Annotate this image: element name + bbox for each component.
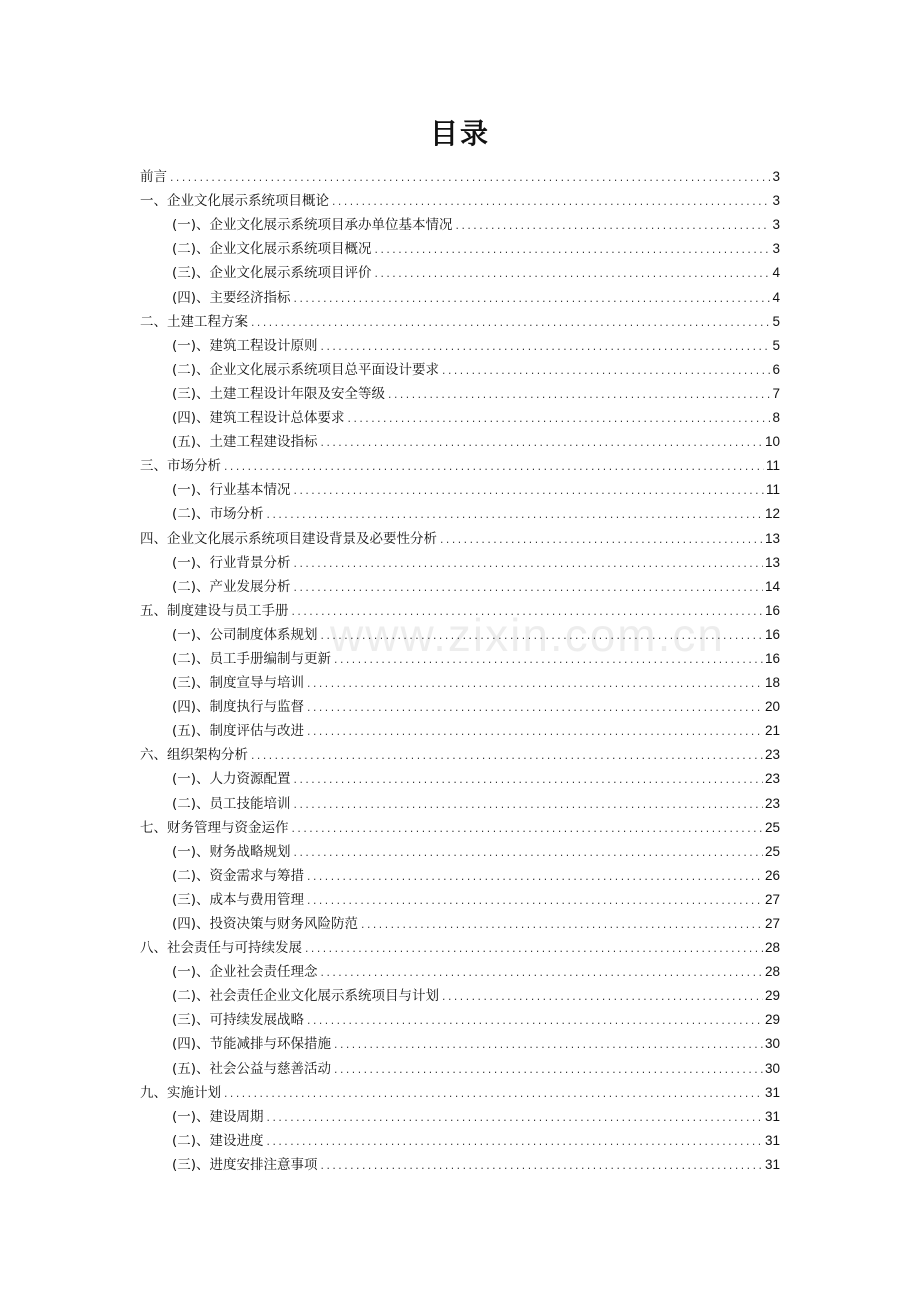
toc-page-number: 28: [764, 940, 780, 956]
toc-section-entry[interactable]: [140, 668, 780, 692]
toc-dot-leader: [250, 317, 770, 331]
toc-section-entry[interactable]: [140, 331, 780, 355]
toc-page-number: 18: [764, 675, 780, 691]
toc-chapter-entry[interactable]: [140, 596, 780, 620]
toc-dot-leader: [293, 558, 763, 572]
toc-dot-leader: [293, 582, 763, 596]
toc-entry-label: (二)、员工手册编制与更新: [172, 650, 332, 667]
toc-section-entry[interactable]: [140, 620, 780, 644]
toc-page-number: 31: [764, 1108, 780, 1124]
toc-page-number: 28: [764, 964, 780, 980]
toc-entry-label: (五)、土建工程建设指标: [172, 434, 318, 451]
watermark: www.zixin.com.cn: [330, 609, 725, 661]
toc-dot-leader: [291, 823, 763, 837]
toc-section-entry[interactable]: [140, 1005, 780, 1029]
toc-section-entry[interactable]: [140, 1126, 780, 1150]
toc-chapter-entry[interactable]: [140, 307, 780, 331]
toc-page-number: 29: [764, 1012, 780, 1028]
toc-dot-leader: [304, 943, 763, 957]
toc-section-entry[interactable]: [140, 403, 780, 427]
toc-page-number: 3: [772, 169, 780, 185]
toc-dot-leader: [223, 461, 764, 475]
toc-page-number: 3: [772, 241, 780, 257]
toc-entry-label: (四)、投资决策与财务风险防范: [172, 916, 359, 932]
toc-page-number: 27: [764, 891, 780, 907]
toc-section-entry[interactable]: [140, 548, 780, 572]
toc-entry-label: 五、制度建设与员工手册: [140, 602, 289, 619]
toc-page-number: 25: [764, 843, 780, 859]
toc-page-number: 26: [764, 867, 780, 883]
toc-entry-label: (二)、资金需求与筹措: [172, 867, 305, 884]
toc-page-number: 3: [772, 217, 780, 233]
toc-section-entry[interactable]: [140, 1150, 780, 1174]
toc-section-entry[interactable]: [140, 957, 780, 981]
toc-page-number: 5: [772, 337, 780, 353]
toc-section-entry[interactable]: [140, 1102, 780, 1126]
toc-page-number: 30: [764, 1060, 780, 1076]
toc-page-number: 23: [764, 771, 780, 787]
toc-entry-label: (一)、企业文化展示系统项目承办单位基本情况: [172, 217, 453, 234]
toc-page-number: 6: [772, 361, 780, 377]
toc-dot-leader: [455, 220, 771, 234]
toc-entry-label: (三)、进度安排注意事项: [172, 1156, 318, 1173]
toc-dot-leader: [306, 726, 763, 740]
toc-entry-label: (五)、制度评估与改进: [172, 723, 305, 740]
toc-chapter-entry[interactable]: [140, 162, 780, 186]
toc-dot-leader: [306, 871, 763, 885]
toc-page-number: 30: [764, 1036, 780, 1052]
toc-dot-leader: [266, 1112, 763, 1126]
toc-dot-leader: [331, 196, 770, 210]
toc-dot-leader: [293, 485, 764, 499]
toc-page-number: 14: [764, 578, 780, 594]
toc-entry-label: 前言: [140, 169, 167, 186]
toc-entry-label: 六、组织架构分析: [140, 747, 248, 764]
toc-section-entry[interactable]: [140, 282, 780, 306]
toc-section-entry[interactable]: [140, 475, 780, 499]
toc-entry-label: (一)、行业背景分析: [172, 554, 291, 571]
toc-entry-label: (一)、人力资源配置: [172, 771, 291, 788]
toc-entry-label: (一)、建设周期: [172, 1108, 264, 1125]
toc-page-number: 11: [765, 482, 780, 498]
toc-section-entry[interactable]: [140, 572, 780, 596]
toc-section-entry[interactable]: [140, 885, 780, 909]
toc-entry-label: 三、市场分析: [140, 458, 221, 475]
toc-page-number: 31: [764, 1156, 780, 1172]
toc-entry-label: (三)、制度宣导与培训: [172, 675, 305, 692]
toc-section-entry[interactable]: [140, 427, 780, 451]
toc-dot-leader: [291, 606, 763, 620]
toc-entry-label: (三)、成本与费用管理: [172, 891, 305, 908]
toc-dot-leader: [333, 654, 763, 668]
toc-dot-leader: [250, 750, 763, 764]
toc-chapter-entry[interactable]: [140, 451, 780, 475]
toc-section-entry[interactable]: [140, 1053, 780, 1077]
toc-entry-label: (一)、财务战略规划: [172, 843, 291, 860]
toc-dot-leader: [266, 509, 763, 523]
toc-entry-label: (二)、社会责任企业文化展示系统项目与计划: [172, 988, 440, 1005]
toc-chapter-entry[interactable]: [140, 186, 780, 210]
toc-page-number: 11: [765, 458, 780, 474]
toc-section-entry[interactable]: [140, 716, 780, 740]
toc-dot-leader: [439, 534, 763, 548]
toc-entry-label: 九、实施计划: [140, 1084, 221, 1101]
toc-entry-label: (一)、公司制度体系规划: [172, 626, 318, 643]
toc-entry-label: (二)、产业发展分析: [172, 578, 291, 595]
toc-section-entry[interactable]: [140, 499, 780, 523]
toc-dot-leader: [360, 919, 763, 933]
toc-entry-label: 一、企业文化展示系统项目概论: [140, 193, 329, 210]
toc-page-number: 4: [772, 265, 780, 281]
toc-section-entry[interactable]: [140, 909, 780, 933]
toc-dot-leader: [320, 967, 763, 981]
toc-dot-leader: [320, 341, 771, 355]
toc-chapter-entry[interactable]: [140, 740, 780, 764]
toc-dot-leader: [306, 895, 763, 909]
toc-chapter-entry[interactable]: [140, 813, 780, 837]
toc-entry-label: (四)、主要经济指标: [172, 289, 291, 306]
toc-entry-label: (二)、企业文化展示系统项目总平面设计要求: [172, 361, 440, 378]
toc-dot-leader: [320, 630, 763, 644]
toc-page-number: 27: [764, 916, 780, 931]
toc-entry-label: (二)、建设进度: [172, 1132, 264, 1149]
toc-dot-leader: [266, 1136, 763, 1150]
toc-dot-leader: [387, 389, 770, 403]
toc-dot-leader: [293, 799, 763, 813]
toc-dot-leader: [306, 702, 763, 716]
toc-section-entry[interactable]: [140, 1029, 780, 1053]
toc-dot-leader: [347, 413, 771, 427]
toc-page-number: 25: [764, 819, 780, 835]
table-of-contents: [140, 162, 780, 1174]
toc-section-entry[interactable]: [140, 210, 780, 234]
toc-dot-leader: [333, 1064, 763, 1078]
toc-page-number: 16: [764, 626, 780, 642]
toc-section-entry[interactable]: [140, 379, 780, 403]
toc-section-entry[interactable]: [140, 981, 780, 1005]
toc-chapter-entry[interactable]: [140, 933, 780, 957]
toc-page-number: 4: [772, 289, 780, 305]
toc-section-entry[interactable]: [140, 861, 780, 885]
toc-page-number: 23: [764, 795, 780, 811]
toc-dot-leader: [441, 365, 770, 379]
toc-dot-leader: [293, 293, 771, 307]
toc-entry-label: (二)、企业文化展示系统项目概况: [172, 241, 372, 258]
toc-page-number: 3: [772, 193, 780, 209]
toc-page-number: 16: [764, 602, 780, 618]
toc-page-number: 29: [764, 988, 780, 1004]
toc-entry-label: 二、土建工程方案: [140, 313, 248, 330]
toc-entry-label: 七、财务管理与资金运作: [140, 819, 289, 836]
toc-entry-label: 八、社会责任与可持续发展: [140, 940, 302, 957]
toc-page-number: 23: [764, 747, 780, 763]
toc-section-entry[interactable]: [140, 764, 780, 788]
toc-section-entry[interactable]: [140, 788, 780, 812]
toc-dot-leader: [441, 991, 763, 1005]
toc-dot-leader: [320, 1160, 763, 1174]
toc-entry-label: (二)、市场分析: [172, 506, 264, 523]
toc-entry-label: 四、企业文化展示系统项目建设背景及必要性分析: [140, 530, 437, 547]
toc-entry-label: (二)、员工技能培训: [172, 795, 291, 812]
toc-chapter-entry[interactable]: [140, 1078, 780, 1102]
toc-dot-leader: [306, 1015, 763, 1029]
toc-section-entry[interactable]: [140, 644, 780, 668]
toc-page-number: 16: [764, 650, 780, 666]
toc-dot-leader: [374, 244, 771, 258]
toc-entry-label: (三)、土建工程设计年限及安全等级: [172, 385, 386, 402]
toc-dot-leader: [223, 1088, 763, 1102]
toc-page-number: 21: [764, 723, 780, 739]
toc-entry-label: (四)、节能减排与环保措施: [172, 1036, 332, 1053]
toc-entry-label: (四)、建筑工程设计总体要求: [172, 410, 345, 427]
toc-entry-label: (一)、行业基本情况: [172, 482, 291, 499]
toc-dot-leader: [333, 1039, 763, 1053]
toc-section-entry[interactable]: [140, 355, 780, 379]
toc-entry-label: (一)、建筑工程设计原则: [172, 337, 318, 354]
toc-page-number: 10: [764, 434, 780, 450]
toc-entry-label: (三)、可持续发展战略: [172, 1012, 305, 1029]
toc-page-number: 20: [764, 699, 780, 715]
toc-dot-leader: [293, 847, 763, 861]
toc-dot-leader: [169, 172, 770, 186]
toc-entry-label: (四)、制度执行与监督: [172, 699, 305, 716]
page-title: 目录: [429, 117, 490, 150]
toc-entry-label: (五)、社会公益与慈善活动: [172, 1060, 332, 1077]
toc-page-number: 31: [764, 1084, 780, 1100]
toc-entry-label: (一)、企业社会责任理念: [172, 964, 318, 981]
toc-dot-leader: [306, 678, 763, 692]
toc-page-number: 13: [764, 554, 780, 570]
toc-dot-leader: [293, 774, 763, 788]
toc-section-entry[interactable]: [140, 692, 780, 716]
toc-page-number: 12: [764, 506, 780, 522]
toc-section-entry[interactable]: [140, 837, 780, 861]
toc-page-number: 13: [764, 530, 780, 546]
toc-page-number: 31: [764, 1132, 780, 1148]
toc-entry-label: (三)、企业文化展示系统项目评价: [172, 265, 372, 282]
toc-section-entry[interactable]: [140, 258, 780, 282]
toc-chapter-entry[interactable]: [140, 523, 780, 547]
toc-dot-leader: [320, 437, 763, 451]
toc-dot-leader: [374, 268, 771, 282]
toc-page-number: 7: [772, 385, 780, 401]
toc-page-number: 8: [772, 410, 780, 426]
toc-section-entry[interactable]: [140, 234, 780, 258]
toc-page-number: 5: [772, 313, 780, 329]
